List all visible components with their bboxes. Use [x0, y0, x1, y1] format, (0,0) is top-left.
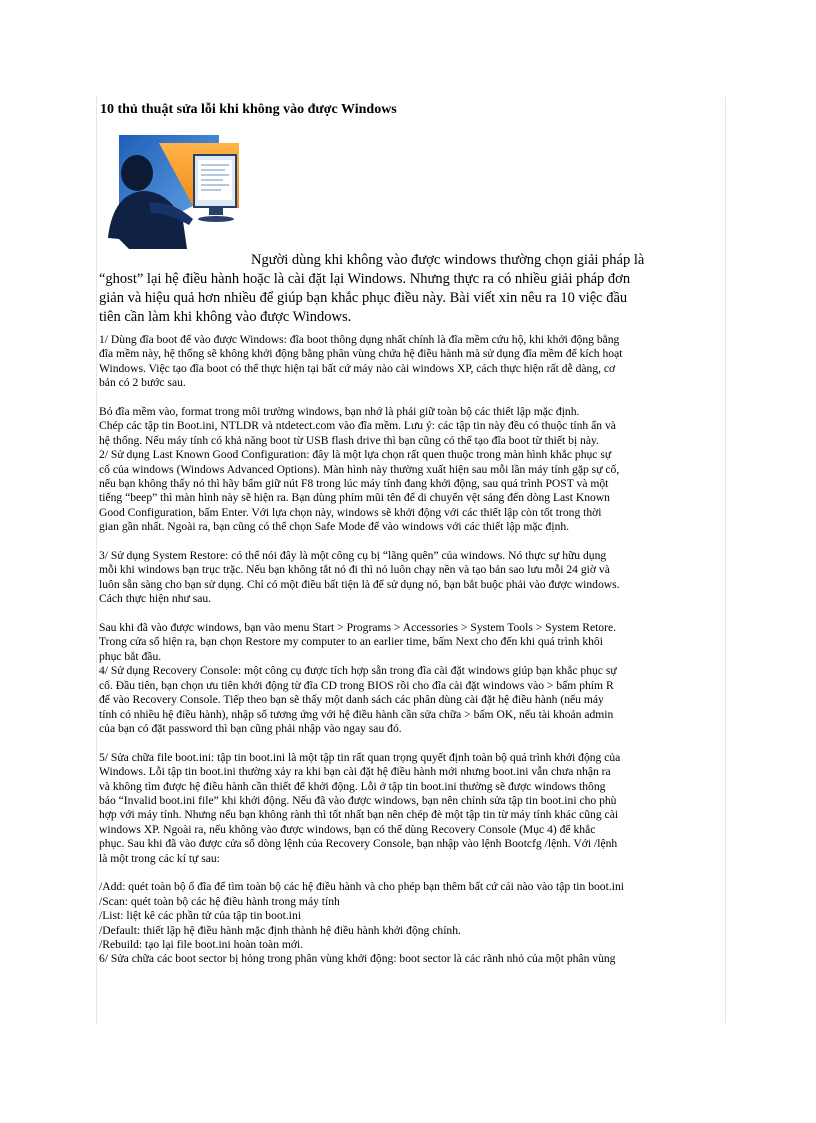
body-line: luôn sẵn sàng cho bạn sử dụng. Chỉ có một điều bất tiện là để sử dụng nó, bạn bắt buộc phải vào được windows.	[99, 577, 620, 591]
intro-paragraph	[99, 251, 700, 327]
body-line: nếu bạn không thấy nó thì hãy bấm giữ nút F8 trong lúc máy tính đang khởi động, sau quá trình POST và một	[99, 477, 609, 491]
body-line: hợp với máy tính. Nhưng nếu bạn không rành thì tốt nhất bạn nên chép đè một tập tin từ máy tính khác cũng cài	[99, 808, 619, 822]
body-line: Bỏ đĩa mềm vào, format trong môi trường windows, bạn nhớ là phải giữ toàn bộ các thiết lập mặc định.	[99, 405, 580, 419]
body-line: và không tìm được hệ điều hành cần thiết để khởi động. Lỗi ở tập tin boot.ini thường sẽ được windows thông	[99, 779, 606, 793]
body-line: /Rebuild: tạo lại file boot.ini hoàn toàn mới.	[99, 937, 304, 951]
body-line: Chép các tập tin Boot.ini, NTLDR và ntdetect.com vào đĩa mềm. Lưu ý: các tập tin này đều có thuộc tính ẩn và	[99, 419, 616, 433]
paragraph-gap	[99, 866, 715, 880]
body-line: /Default: thiết lập hệ điều hành mặc định thành hệ điều hành khởi động chính.	[99, 923, 461, 937]
body-line: 6/ Sửa chữa các boot sector bị hỏng trong phân vùng khởi động: boot sector là các rãnh nhỏ của một phân vùng	[99, 952, 616, 966]
body-line: đĩa mềm này, hệ thống sẽ không khởi động bằng phân vùng chứa hệ điều hành mà sử dụng đĩa mềm để kích hoạt	[99, 347, 623, 361]
body-line: Windows. Lỗi tập tin boot.ini thường xảy ra khi bạn cài đặt hệ điều hành mới nhưng boot.ini vẫn chưa nhận ra	[99, 765, 611, 779]
body-line: gian gần nhất. Ngoài ra, bạn cũng có thể chọn Safe Mode để vào windows với các thiết lập mặc định.	[99, 520, 570, 534]
body-line: tính có nhiều hệ điều hành), nhập số tương ứng với hệ điều hành cần sửa chữa > bấm OK, nếu tài khoản admin	[99, 707, 614, 721]
body-line: phục. Sau khi đã vào được cửa sổ dòng lệnh của Recovery Console, bạn nhập vào lệnh Bootcfg /lệnh. Với /lệnh	[99, 837, 618, 851]
body-line: là một trong các kí tự sau:	[99, 851, 220, 865]
intro-line: Người dùng khi không vào được windows thường chọn giải pháp là	[251, 252, 645, 268]
body-line: bản có 2 bước sau.	[99, 376, 186, 390]
body-line: /List: liệt kê các phần tử của tập tin boot.ini	[99, 909, 302, 923]
body-line: 2/ Sử dụng Last Known Good Configuration: đây là một lựa chọn rất quen thuộc trong màn hình khắc phục sự	[99, 448, 612, 462]
paragraph-gap	[99, 535, 715, 549]
body-line: của bạn có đặt password thì bạn cũng phải nhập vào ngay sau đó.	[99, 721, 402, 735]
body-line: hệ thống. Nếu máy tính có khả năng boot từ USB flash drive thì bạn cũng có thể tạo đĩa boot từ thiết bị này.	[99, 433, 599, 447]
paragraph-gap	[99, 391, 715, 405]
intro-line: “ghost” lại hệ điều hành hoặc là cài đặt lại Windows. Nhưng thực ra có nhiều giải pháp đơn	[99, 271, 631, 287]
body-line: Sau khi đã vào được windows, bạn vào menu Start > Programs > Accessories > System Tools > System Retore.	[99, 621, 617, 635]
body-line: /Scan: quét toàn bộ các hệ điều hành trong máy tính	[99, 894, 340, 908]
user-computer-illustration	[99, 133, 247, 249]
body-line: 4/ Sử dụng Recovery Console: một công cụ được tích hợp sẵn trong đĩa cài đặt windows giúp bạn khắc phục sự	[99, 664, 617, 678]
body-line: Good Configuration, bấm Enter. Với lựa chọn này, windows sẽ khởi động với các thiết lập còn tốt trong thời	[99, 505, 602, 519]
paragraph-gap	[99, 607, 715, 621]
body-line: cố. Đầu tiên, bạn chọn ưu tiên khởi động từ đĩa CD trong BIOS rồi cho đĩa cài đặt windows vào > bấm phím R	[99, 678, 614, 692]
body-line: 3/ Sử dụng System Restore: có thể nói đây là một công cụ bị “lãng quên” của windows. Nó thực sự hữu dụng	[99, 549, 607, 563]
body-line: Cách thực hiện như sau.	[99, 592, 212, 606]
body-line: /Add: quét toàn bộ ổ đĩa để tìm toàn bộ các hệ điều hành và cho phép bạn thêm bất cứ cái nào vào tập tin boot.ini	[99, 880, 624, 894]
body-line: tiếng “beep” thì màn hình này sẽ hiện ra. Bạn dùng phím mũi tên để di chuyển vệt sáng đến dòng Last Known	[99, 491, 610, 505]
body-line: Trong cửa sổ hiện ra, bạn chọn Restore my computer to an earlier time, bấm Next cho đến khi quá trình khôi	[99, 635, 603, 649]
paragraph-gap	[99, 736, 715, 750]
body-line: 1/ Dùng đĩa boot để vào được Windows: đĩa boot thông dụng nhất chính là đĩa mềm cứu hộ, khi khởi động bằng	[99, 333, 620, 346]
body-line: mỗi khi windows bạn trục trặc. Nếu bạn không tắt nó đi thì nó luôn chạy nền và tạo bản sao lưu mỗi 24 giờ và	[99, 563, 610, 577]
body-line: để vào Recovery Console. Tiếp theo bạn sẽ thấy một danh sách các phân dùng cài đặt hệ điều hành (nếu máy	[99, 693, 604, 707]
intro-line: tiên cần làm khi không vào được Windows.	[99, 309, 352, 325]
body-line: 5/ Sửa chữa file boot.ini: tập tin boot.ini là một tập tin rất quan trọng quyết định toàn bộ quá trình khởi động của	[99, 750, 621, 764]
article-body	[99, 333, 715, 967]
body-line: cố của windows (Windows Advanced Options). Màn hình này thường xuất hiện sau mỗi lần máy tính gặp sự cố,	[99, 462, 620, 476]
body-line: windows XP. Ngoài ra, nếu không vào được windows, bạn có thể dùng Recovery Console (Mục 4) để khắc	[99, 822, 596, 836]
intro-line: giản và hiệu quả hơn nhiều để giúp bạn khắc phục điều này. Bài viết xin nêu ra 10 việc đầu	[99, 290, 628, 306]
document-title: 10 thủ thuật sửa lỗi khi không vào được Windows	[100, 102, 397, 117]
body-line: báo “Invalid boot.ini file” khi khởi động. Nếu đã vào được windows, bạn nên chỉnh sửa tập tin boot.ini cho phù	[99, 793, 617, 807]
body-line: Windows. Việc tạo đĩa boot có thể thực hiện tại bất cứ máy nào cài windows XP, cách thực hiện rất dễ dàng, cơ	[99, 361, 616, 375]
body-line: phục bắt đầu.	[99, 649, 162, 663]
